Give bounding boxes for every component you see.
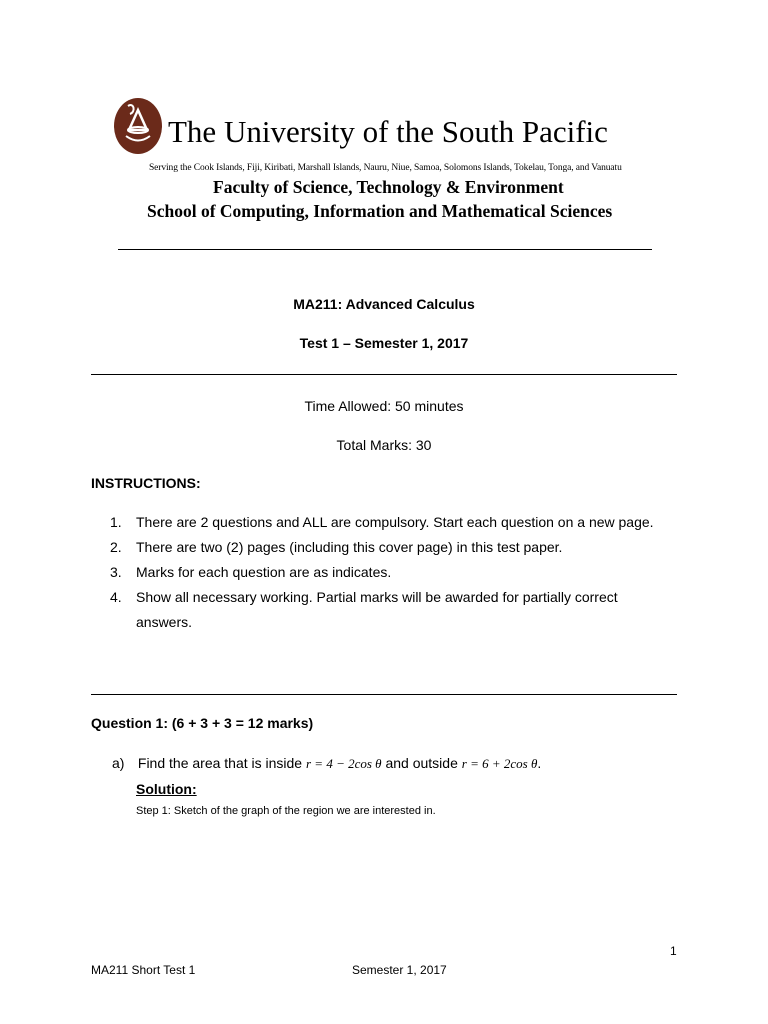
question-1-heading: Question 1: (6 + 3 + 3 = 12 marks) (91, 715, 314, 731)
footer-course: MA211 Short Test 1 (91, 963, 196, 977)
divider-line (91, 374, 677, 375)
equation-outer: r = 6 + 2cos θ (461, 756, 538, 771)
solution-step-1: Step 1: Sketch of the graph of the region we are interested in. (136, 805, 436, 817)
serving-line: Serving the Cook Islands, Fiji, Kiribati, Marshall Islands, Nauru, Niue, Samoa, Solomons Islands, Tokelau, Tonga, and Vanuatu (149, 163, 622, 173)
total-marks-label: Total Marks: (336, 437, 412, 453)
total-marks-value: 30 (415, 437, 432, 453)
list-item: 4. Show all necessary working. Partial marks will be awarded for partially correct answers. (110, 589, 618, 630)
question-1a-label: a) (112, 755, 125, 771)
question-1a (112, 755, 541, 772)
time-allowed-label: Time Allowed: (304, 398, 392, 414)
divider-line (91, 694, 677, 695)
question-1a-text: Find the area that is inside (137, 755, 303, 771)
time-allowed (0, 398, 768, 414)
list-item: 3. Marks for each question are as indicates. (110, 564, 392, 580)
equation-inner: r = 4 − 2cos θ (306, 756, 382, 771)
instructions-heading: INSTRUCTIONS: (91, 475, 201, 491)
question-1a-text: and outside (385, 755, 458, 771)
list-item: 2. There are two (2) pages (including this cover page) in this test paper. (110, 539, 563, 555)
university-logo (112, 96, 164, 156)
question-1a-end: . (537, 755, 542, 771)
school-name: School of Computing, Information and Mathematical Sciences (147, 201, 613, 221)
faculty-name: Faculty of Science, Technology & Environment (213, 177, 564, 197)
list-item: 1. There are 2 questions and ALL are compulsory. Start each question on a new page. (110, 514, 654, 530)
footer-semester: Semester 1, 2017 (352, 963, 447, 977)
instructions-list (110, 510, 670, 635)
time-allowed-value: 50 minutes (395, 398, 464, 414)
course-title: MA211: Advanced Calculus (293, 296, 475, 312)
page-number: 1 (670, 944, 677, 958)
test-title: Test 1 – Semester 1, 2017 (299, 335, 469, 351)
total-marks (0, 437, 768, 453)
solution-heading: Solution: (136, 781, 197, 797)
divider-line (118, 249, 652, 250)
university-name: The University of the South Pacific (168, 114, 608, 149)
